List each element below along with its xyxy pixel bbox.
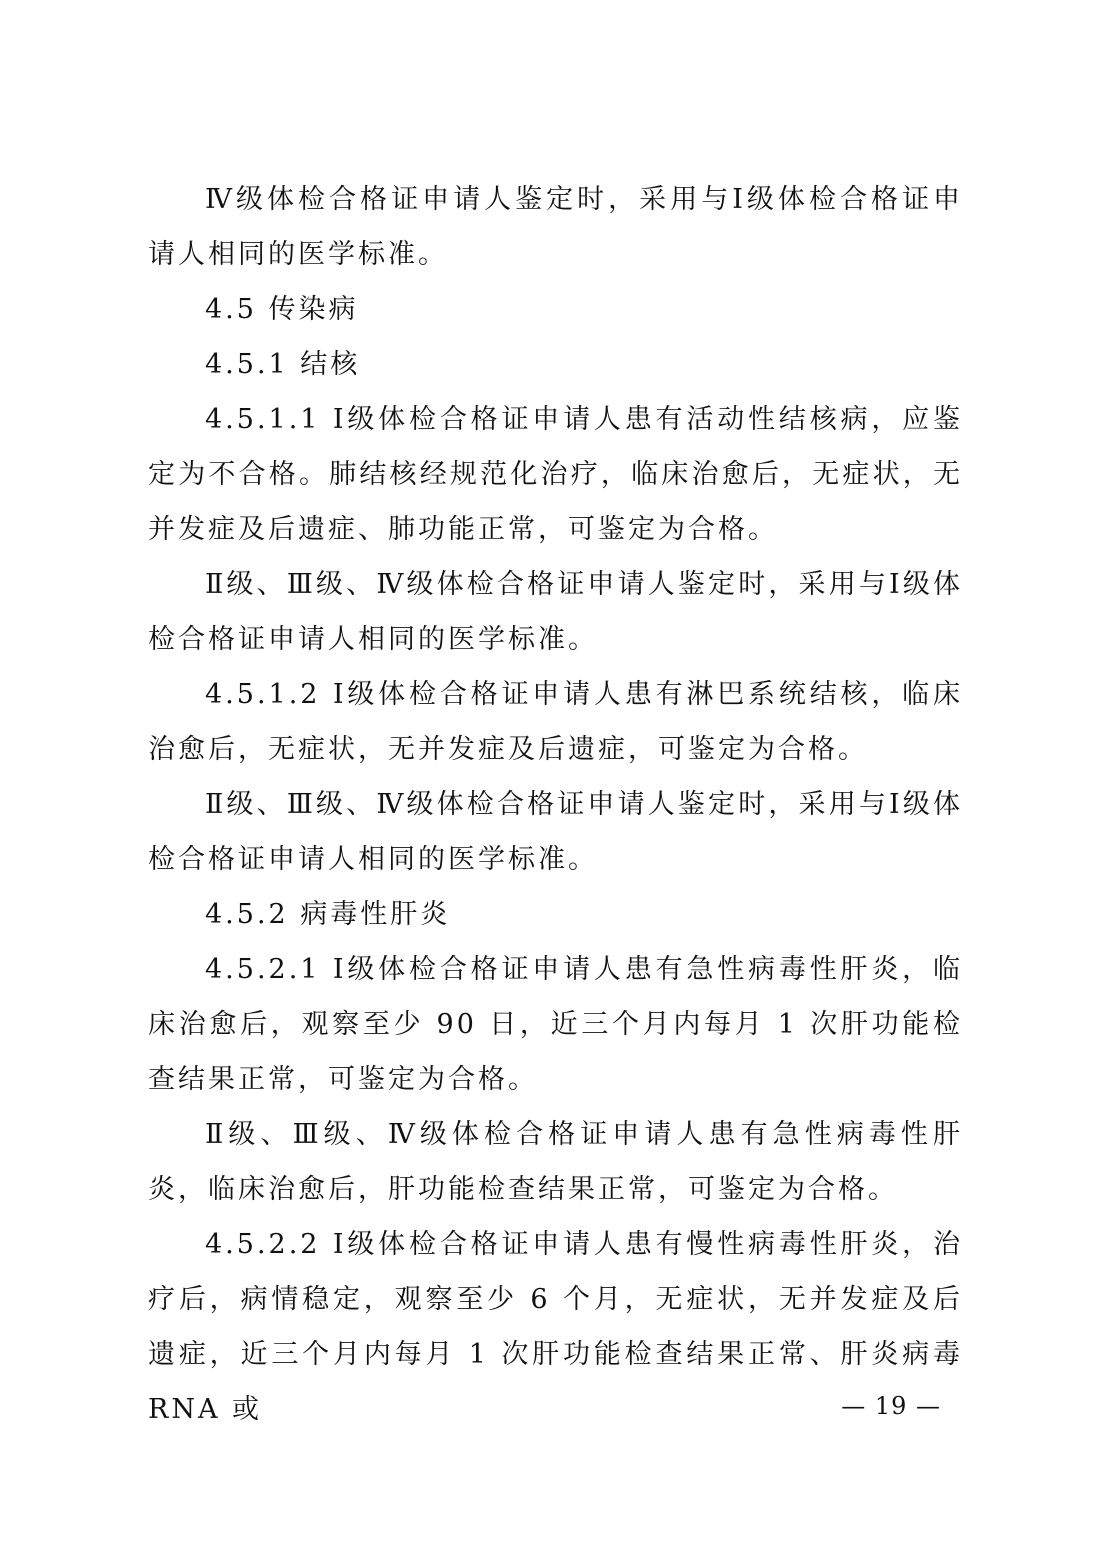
paragraph-4-5-2-1-other-grades: Ⅱ级、Ⅲ级、Ⅳ级体检合格证申请人患有急性病毒性肝炎，临床治愈后，肝功能检查结果正常，可鉴定为合格。	[148, 1119, 963, 1205]
paragraph-4-5-2-1: 4.5.2.1 Ⅰ级体检合格证申请人患有急性病毒性肝炎，临床治愈后，观察至少 90 日，近三个月内每月 1 次肝功能检查结果正常，可鉴定为合格。	[148, 954, 963, 1095]
paragraph-4-5-1-2: 4.5.1.2 Ⅰ级体检合格证申请人患有淋巴系统结核，临床治愈后，无症状，无并发症及后遗症，可鉴定为合格。	[148, 679, 963, 765]
section-heading-tuberculosis: 4.5.1 结核	[205, 349, 361, 380]
page-number: — 19 —	[841, 1392, 941, 1420]
paragraph-grade-4-standard: Ⅳ级体检合格证申请人鉴定时，采用与Ⅰ级体检合格证申请人相同的医学标准。	[148, 184, 963, 270]
paragraph-4-5-2-2: 4.5.2.2 Ⅰ级体检合格证申请人患有慢性病毒性肝炎，治疗后，病情稳定，观察至少 6 个月，无症状，无并发症及后遗症，近三个月内每月 1 次肝功能检查结果正常、肝炎病毒 RNA 或	[148, 1229, 963, 1425]
paragraph-4-5-1-2-other-grades: Ⅱ级、Ⅲ级、Ⅳ级体检合格证申请人鉴定时，采用与Ⅰ级体检合格证申请人相同的医学标准。	[148, 789, 963, 875]
paragraph-4-5-1-1-other-grades: Ⅱ级、Ⅲ级、Ⅳ级体检合格证申请人鉴定时，采用与Ⅰ级体检合格证申请人相同的医学标准。	[148, 569, 963, 655]
section-heading-infectious-disease: 4.5 传染病	[205, 294, 359, 325]
page-number-footer	[0, 1388, 1103, 1424]
section-heading-viral-hepatitis: 4.5.2 病毒性肝炎	[205, 899, 451, 930]
document-body	[148, 172, 963, 1437]
paragraph-4-5-1-1: 4.5.1.1 Ⅰ级体检合格证申请人患有活动性结核病，应鉴定为不合格。肺结核经规范化治疗，临床治愈后，无症状，无并发症及后遗症、肺功能正常，可鉴定为合格。	[148, 404, 963, 545]
